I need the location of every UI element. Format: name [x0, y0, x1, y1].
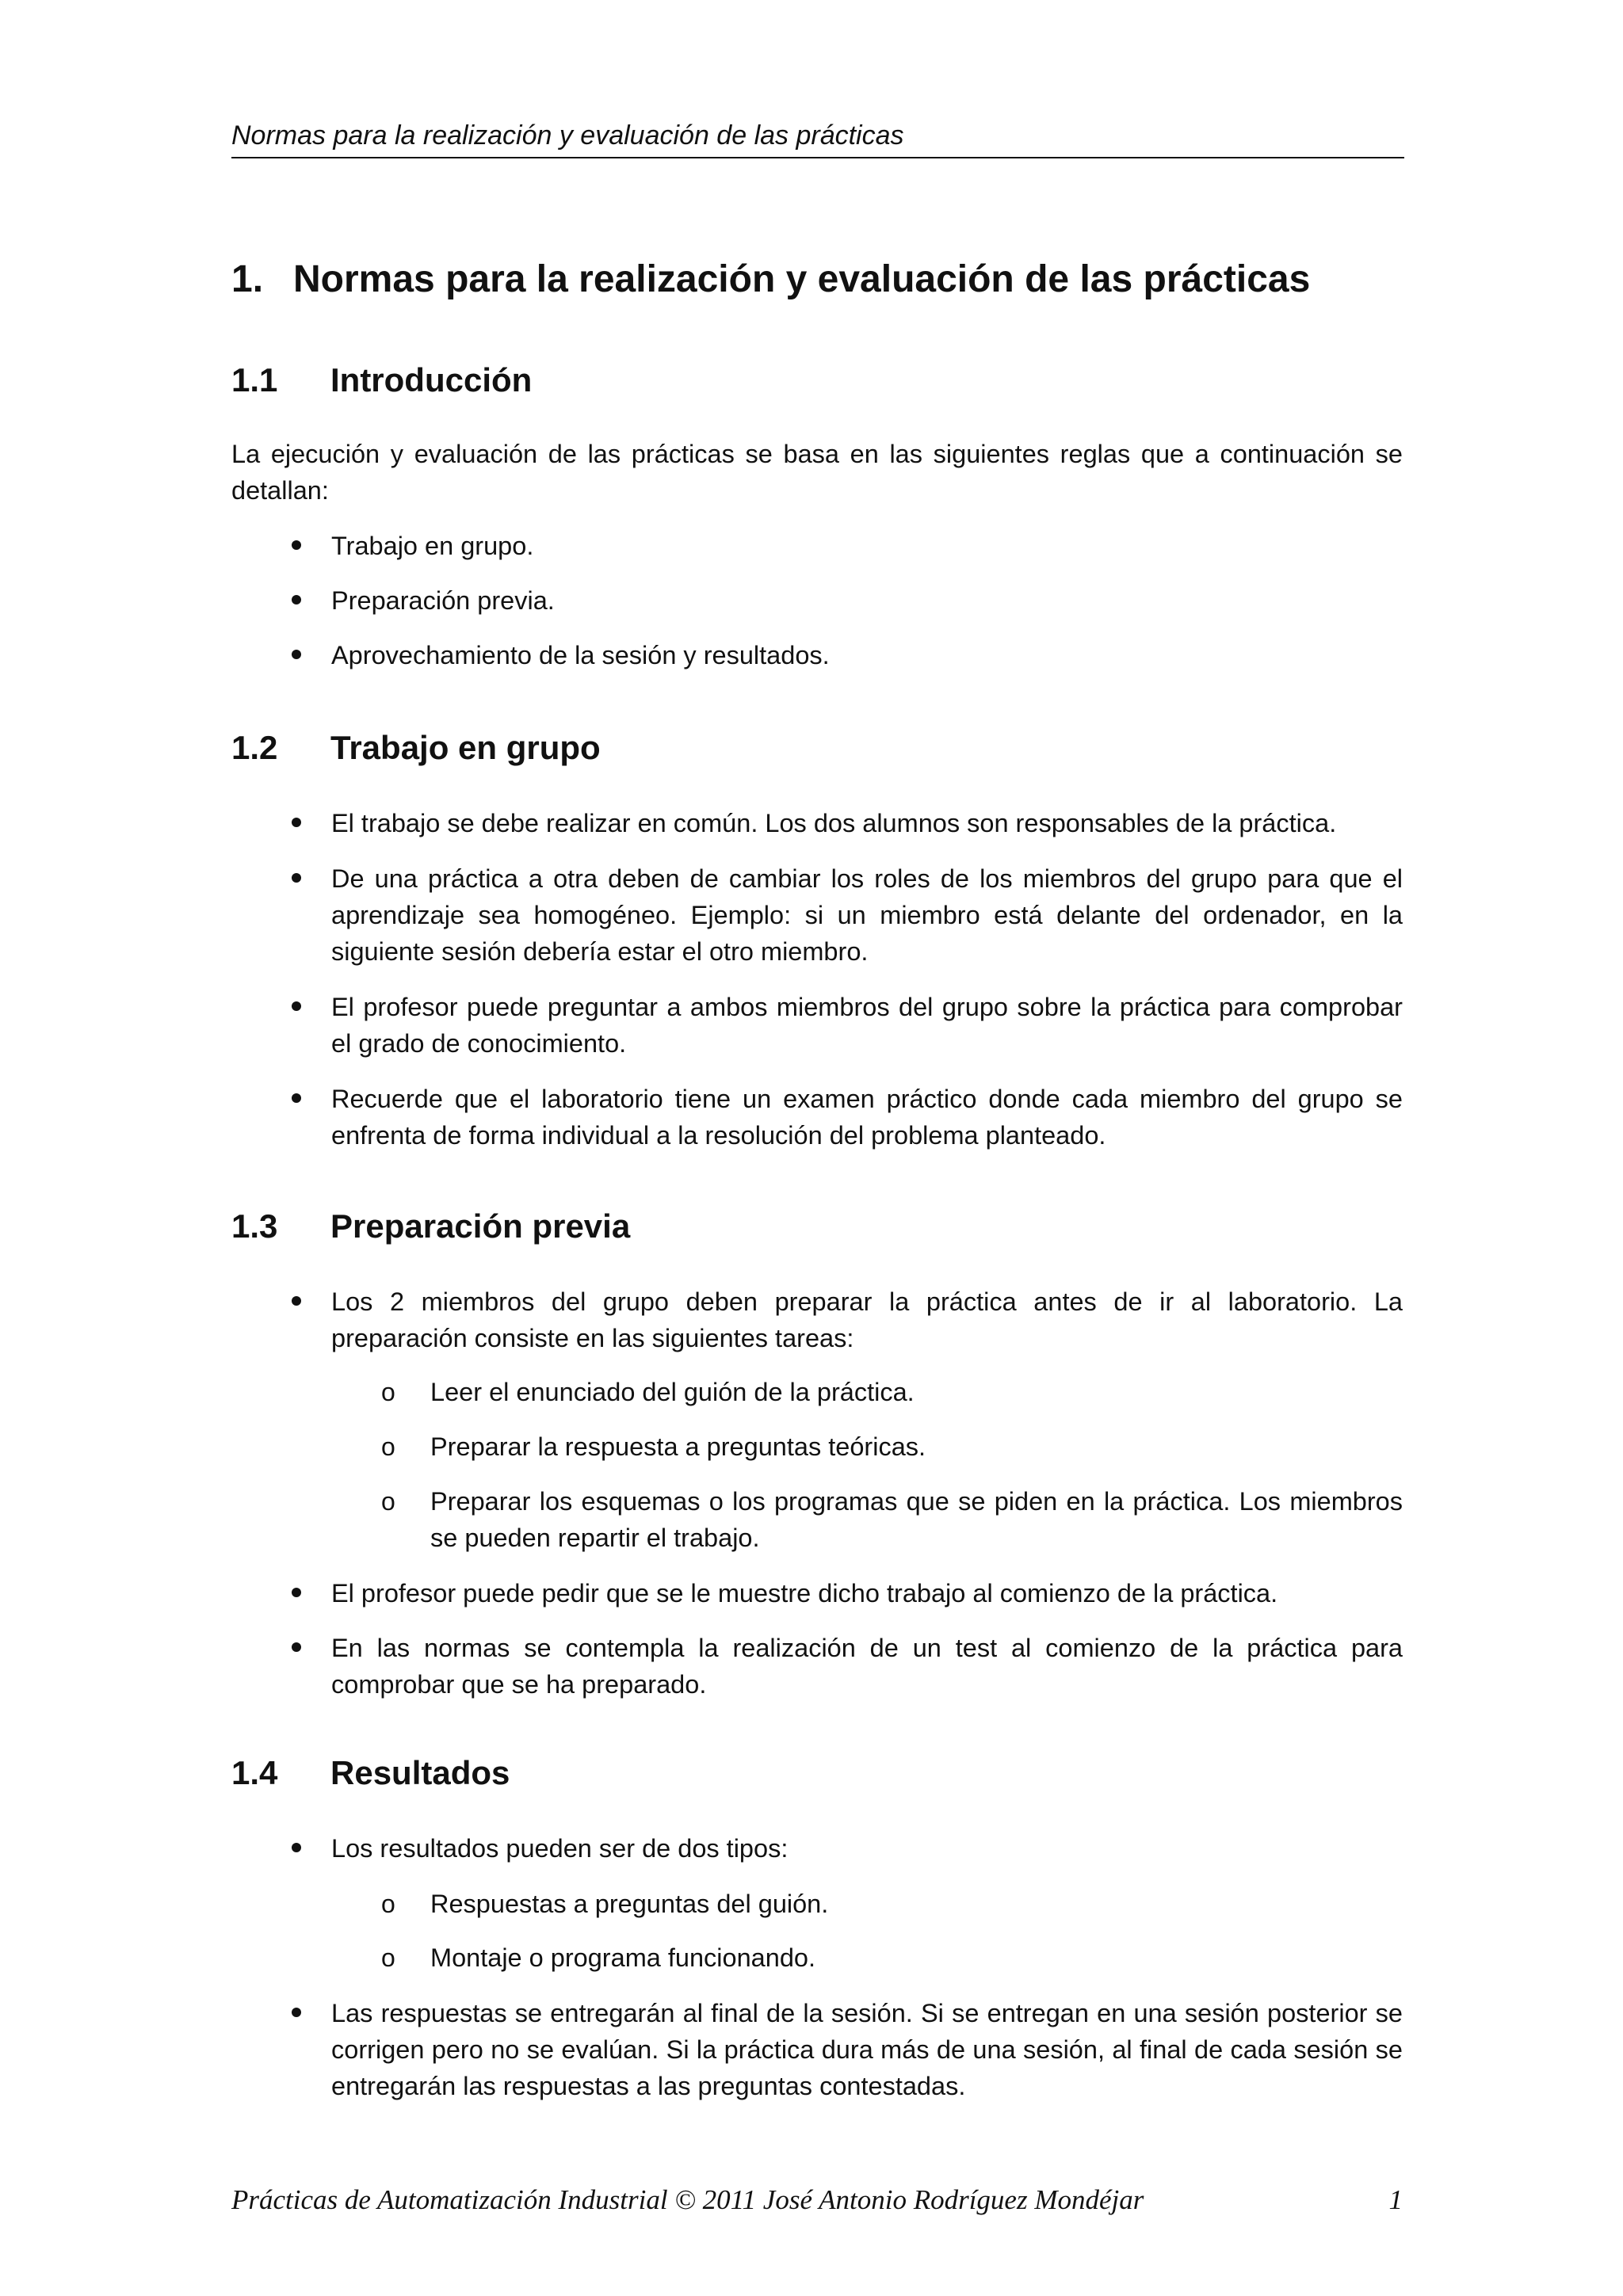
- sub-bullet-marker: o: [381, 1432, 395, 1461]
- bullet-item: Recuerde que el laboratorio tiene un examen práctico donde cada miembro del grupo se enfrenta de forma individual a la resolución del problema planteado.: [331, 1081, 1403, 1154]
- sub-bullet-marker: o: [381, 1943, 395, 1972]
- sub-bullet-text: Respuestas a preguntas del guión.: [430, 1890, 829, 1918]
- section-title: Introducción: [330, 361, 533, 399]
- section-number: 1.3: [231, 1207, 278, 1245]
- footer-text: Prácticas de Automatización Industrial © 2011 José Antonio Rodríguez Mondéjar: [231, 2184, 1144, 2215]
- section-number: 1.2: [231, 729, 278, 766]
- section-title: Trabajo en grupo: [330, 729, 601, 766]
- bullet-item: Preparación previa.: [331, 582, 1403, 619]
- bullet-item: En las normas se contempla la realización de un test al comienzo de la práctica para comprobar que se ha preparado.: [331, 1630, 1403, 1703]
- sub-bullet-item: [381, 1374, 1403, 1410]
- running-header: Normas para la realización y evaluación de las prácticas: [231, 116, 1404, 158]
- bullet-item: De una práctica a otra deben de cambiar los roles de los miembros del grupo para que el aprendizaje sea homogéneo. Ejemplo: si un miembro está delante del ordenador, en la siguiente sesión debería estar el otro miembro.: [331, 860, 1403, 970]
- chapter-title-text: Normas para la realización y evaluación de las prácticas: [293, 258, 1311, 300]
- bullet-item: El trabajo se debe realizar en común. Los dos alumnos son responsables de la práctica.: [331, 805, 1403, 841]
- sub-bullet-item: [381, 1428, 1403, 1465]
- paragraph-intro: La ejecución y evaluación de las prácticas se basa en las siguientes reglas que a continuación se detallan:: [231, 440, 1403, 505]
- bullet-item: Los 2 miembros del grupo deben preparar la práctica antes de ir al laboratorio. La preparación consiste en las siguientes tareas:: [331, 1283, 1403, 1356]
- sub-bullet-text: Preparar la respuesta a preguntas teóricas.: [430, 1432, 926, 1461]
- bullet-item: El profesor puede pedir que se le muestre dicho trabajo al comienzo de la práctica.: [331, 1575, 1403, 1611]
- bullet-item: Trabajo en grupo.: [331, 528, 1403, 564]
- section-title: Preparación previa: [330, 1207, 631, 1245]
- sub-bullet-marker: o: [381, 1378, 395, 1406]
- sub-bullet-item: [381, 1939, 1403, 1976]
- section-title: Resultados: [330, 1754, 510, 1791]
- bullet-item: Las respuestas se entregarán al final de la sesión. Si se entregan en una sesión posterior se corrigen pero no se evalúan. Si la práctica dura más de una sesión, al final de cada sesión se entregarán las respuestas a las preguntas contestadas.: [331, 1995, 1403, 2104]
- bullet-item: El profesor puede preguntar a ambos miembros del grupo sobre la práctica para comprobar el grado de conocimiento.: [331, 989, 1403, 1062]
- sub-bullet-text: Leer el enunciado del guión de la práctica.: [430, 1378, 915, 1406]
- sub-bullet-text: Preparar los esquemas o los programas que se piden en la práctica. Los miembros se pueden repartir el trabajo.: [430, 1487, 1403, 1552]
- section-number: 1.1: [231, 361, 278, 399]
- sub-bullet-item: [381, 1886, 1403, 1922]
- sub-bullet-item: [381, 1483, 1403, 1556]
- section-number: 1.4: [231, 1754, 278, 1791]
- section-heading-preparacion-previa: [231, 1203, 630, 1250]
- chapter-number: 1.: [231, 258, 264, 300]
- section-heading-trabajo-en-grupo: [231, 724, 601, 772]
- section-heading-introduccion: [231, 357, 532, 404]
- chapter-title: [231, 252, 1310, 307]
- bullet-item: Aprovechamiento de la sesión y resultados.: [331, 637, 1403, 673]
- page-number: 1: [1388, 2184, 1403, 2215]
- page-footer: [231, 2180, 1403, 2220]
- sub-bullet-marker: o: [381, 1487, 395, 1516]
- sub-bullet-text: Montaje o programa funcionando.: [430, 1943, 816, 1972]
- bullet-item: Los resultados pueden ser de dos tipos:: [331, 1830, 1403, 1867]
- sub-bullet-marker: o: [381, 1890, 395, 1918]
- section-heading-resultados: [231, 1749, 510, 1797]
